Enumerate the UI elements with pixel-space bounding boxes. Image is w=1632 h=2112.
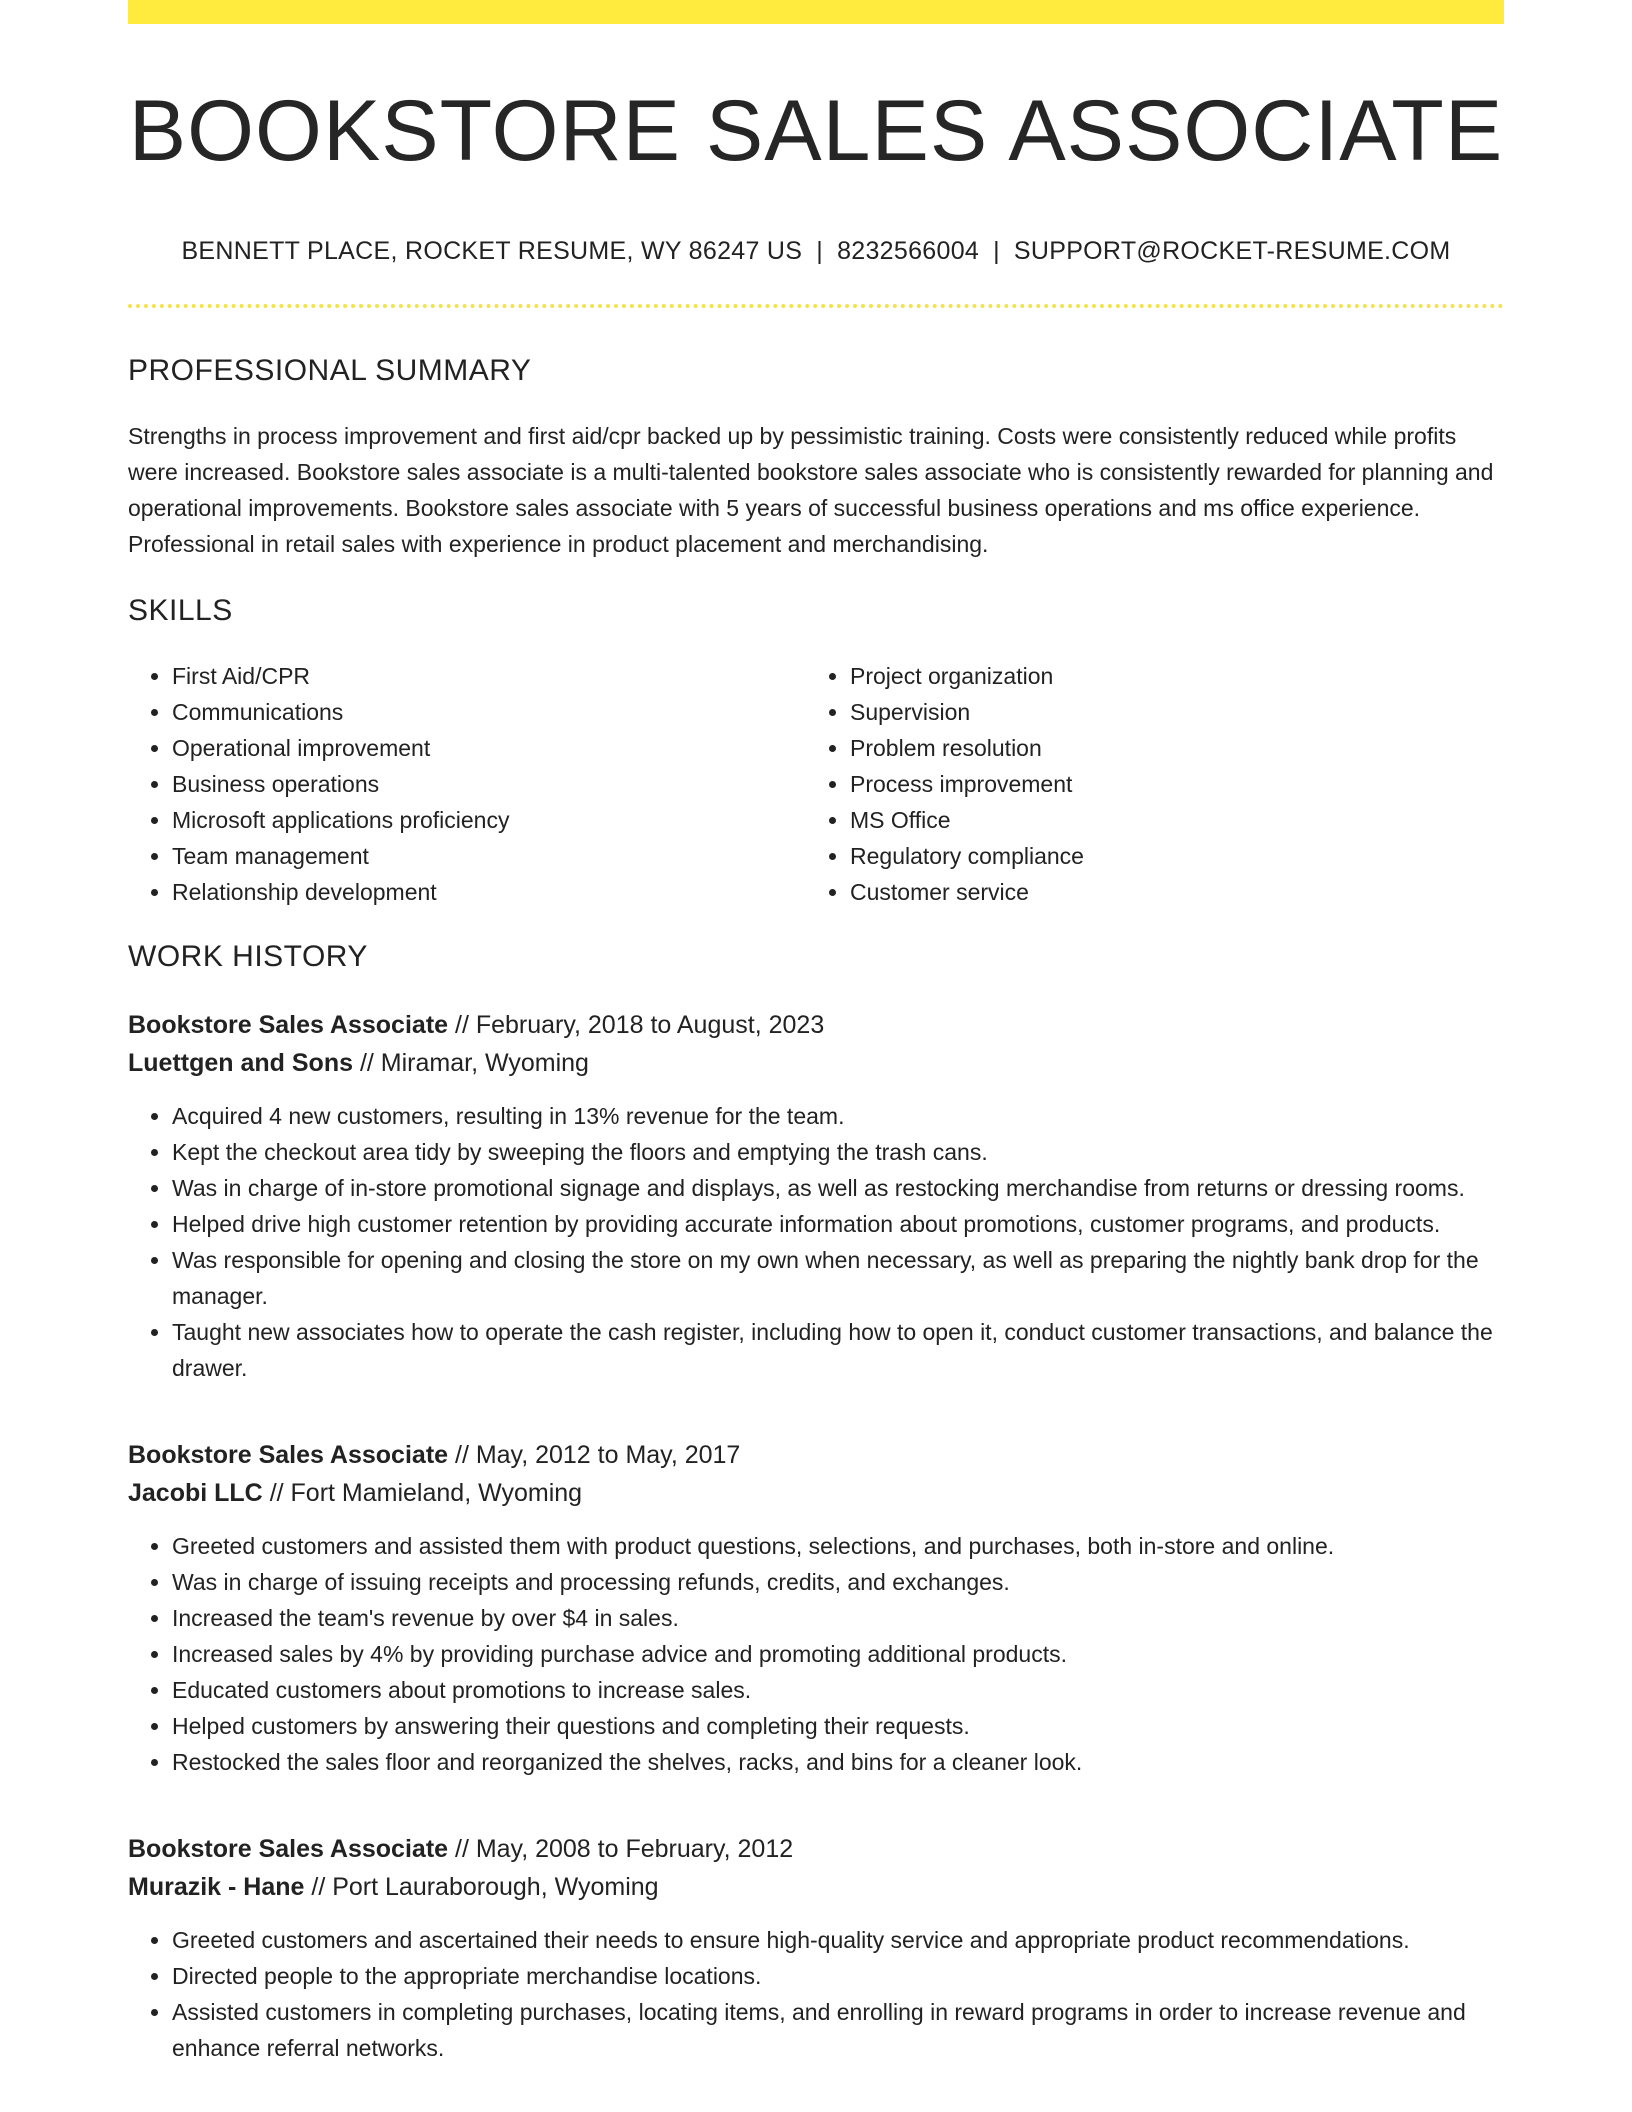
- job-bullet: • Greeted customers and ascertained their needs to ensure high-quality service and appropriate product recommendations.: [172, 1922, 1504, 1958]
- job-location: // Miramar, Wyoming: [353, 1048, 589, 1077]
- job-bullet: • Was responsible for opening and closing the store on my own when necessary, as well as preparing the nightly bank drop for the manager.: [172, 1242, 1504, 1314]
- job-location: // Port Lauraborough, Wyoming: [304, 1872, 659, 1901]
- job-entry: [128, 1006, 1504, 1386]
- contact-line: [128, 237, 1504, 266]
- job-dates: // May, 2008 to February, 2012: [448, 1834, 794, 1863]
- skills-section: [128, 594, 1504, 910]
- job-bullet: • Helped customers by answering their questions and completing their requests.: [172, 1708, 1504, 1744]
- job-dates: // May, 2012 to May, 2017: [448, 1440, 741, 1469]
- job-title: Bookstore Sales Associate: [128, 1010, 449, 1039]
- company-name: Jacobi LLC: [128, 1478, 263, 1507]
- skill-item: • Communications: [172, 694, 806, 730]
- skill-item: • First Aid/CPR: [172, 658, 806, 694]
- skill-item: • Relationship development: [172, 874, 806, 910]
- job-bullets: [128, 1528, 1504, 1780]
- skill-item: • Regulatory compliance: [850, 838, 1484, 874]
- skill-item: • MS Office: [850, 802, 1484, 838]
- skill-item: • Microsoft applications proficiency: [172, 802, 806, 838]
- job-company-line: [128, 1474, 1504, 1512]
- job-bullet: • Assisted customers in completing purchases, locating items, and enrolling in reward programs in order to increase revenue and enhance referral networks.: [172, 1994, 1504, 2066]
- job-bullet: • Increased sales by 4% by providing purchase advice and promoting additional products.: [172, 1636, 1504, 1672]
- company-name: Murazik - Hane: [128, 1872, 305, 1901]
- skill-item: • Operational improvement: [172, 730, 806, 766]
- section-title-work-history: WORK HISTORY: [128, 939, 368, 973]
- skill-item: • Problem resolution: [850, 730, 1484, 766]
- job-title-line: [128, 1006, 1504, 1044]
- job-bullets: [128, 1922, 1504, 2066]
- accent-bar: [128, 0, 1504, 24]
- phone-number[interactable]: 8232566004: [837, 236, 980, 265]
- job-bullet: • Educated customers about promotions to increase sales.: [172, 1672, 1504, 1708]
- summary-text: Strengths in process improvement and first aid/cpr backed up by pessimistic training. Costs were consistently reduced while profits were increased. Bookstore sales associate is a multi-talented bookstore sales associate who is consistently rewarded for planning and operational improvements. Bookstore sales associate with 5 years of successful business operations and ms office experience. Professional in retail sales with experience in product placement and merchandising.: [128, 422, 1494, 557]
- skills-list-left: [128, 658, 806, 910]
- skill-item: • Project organization: [850, 658, 1484, 694]
- section-title-summary: PROFESSIONAL SUMMARY: [128, 353, 532, 387]
- skill-item: • Team management: [172, 838, 806, 874]
- skills-columns: [128, 658, 1504, 910]
- professional-summary-section: [128, 354, 1504, 562]
- email-address[interactable]: SUPPORT@ROCKET-RESUME.COM: [1013, 236, 1451, 265]
- skill-item: • Process improvement: [850, 766, 1484, 802]
- job-title-line: [128, 1436, 1504, 1474]
- job-bullet: • Was in charge of in-store promotional signage and displays, as well as restocking merchandise from returns or dressing rooms.: [172, 1170, 1504, 1206]
- job-company-line: [128, 1868, 1504, 1906]
- work-history-section: [128, 940, 1504, 2066]
- skill-item: • Customer service: [850, 874, 1484, 910]
- contact-separator: |: [993, 236, 1000, 265]
- address: BENNETT PLACE, ROCKET RESUME, WY 86247 US: [181, 236, 803, 265]
- skill-item: • Business operations: [172, 766, 806, 802]
- job-entry: [128, 1436, 1504, 1780]
- skill-item: • Supervision: [850, 694, 1484, 730]
- job-bullet: • Directed people to the appropriate merchandise locations.: [172, 1958, 1504, 1994]
- contact-separator: |: [816, 236, 824, 265]
- job-title: Bookstore Sales Associate: [128, 1440, 449, 1469]
- resume-page: [128, 0, 1504, 2066]
- job-bullet: • Greeted customers and assisted them with product questions, selections, and purchases, both in-store and online.: [172, 1528, 1504, 1564]
- job-bullet: • Acquired 4 new customers, resulting in 13% revenue for the team.: [172, 1098, 1504, 1134]
- job-bullet: • Increased the team's revenue by over $4 in sales.: [172, 1600, 1504, 1636]
- skills-list-right: [806, 658, 1484, 910]
- job-title-line: [128, 1830, 1504, 1868]
- job-bullet: • Was in charge of issuing receipts and processing refunds, credits, and exchanges.: [172, 1564, 1504, 1600]
- company-name: Luettgen and Sons: [128, 1048, 353, 1077]
- job-dates: // February, 2018 to August, 2023: [448, 1010, 825, 1039]
- job-bullet: • Restocked the sales floor and reorganized the shelves, racks, and bins for a cleaner look.: [172, 1744, 1504, 1780]
- job-bullet: • Helped drive high customer retention by providing accurate information about promotions, customer programs, and products.: [172, 1206, 1504, 1242]
- job-title: Bookstore Sales Associate: [128, 1834, 449, 1863]
- job-bullet: • Kept the checkout area tidy by sweeping the floors and emptying the trash cans.: [172, 1134, 1504, 1170]
- job-bullets: [128, 1098, 1504, 1386]
- job-location: // Fort Mamieland, Wyoming: [262, 1478, 583, 1507]
- job-entry: [128, 1830, 1504, 2066]
- resume-title: BOOKSTORE SALES ASSOCIATE: [128, 83, 1504, 179]
- job-company-line: [128, 1044, 1504, 1082]
- job-bullet: • Taught new associates how to operate the cash register, including how to open it, conduct customer transactions, and balance the drawer.: [172, 1314, 1504, 1386]
- section-title-skills: SKILLS: [128, 593, 233, 627]
- header-divider: [128, 304, 1504, 308]
